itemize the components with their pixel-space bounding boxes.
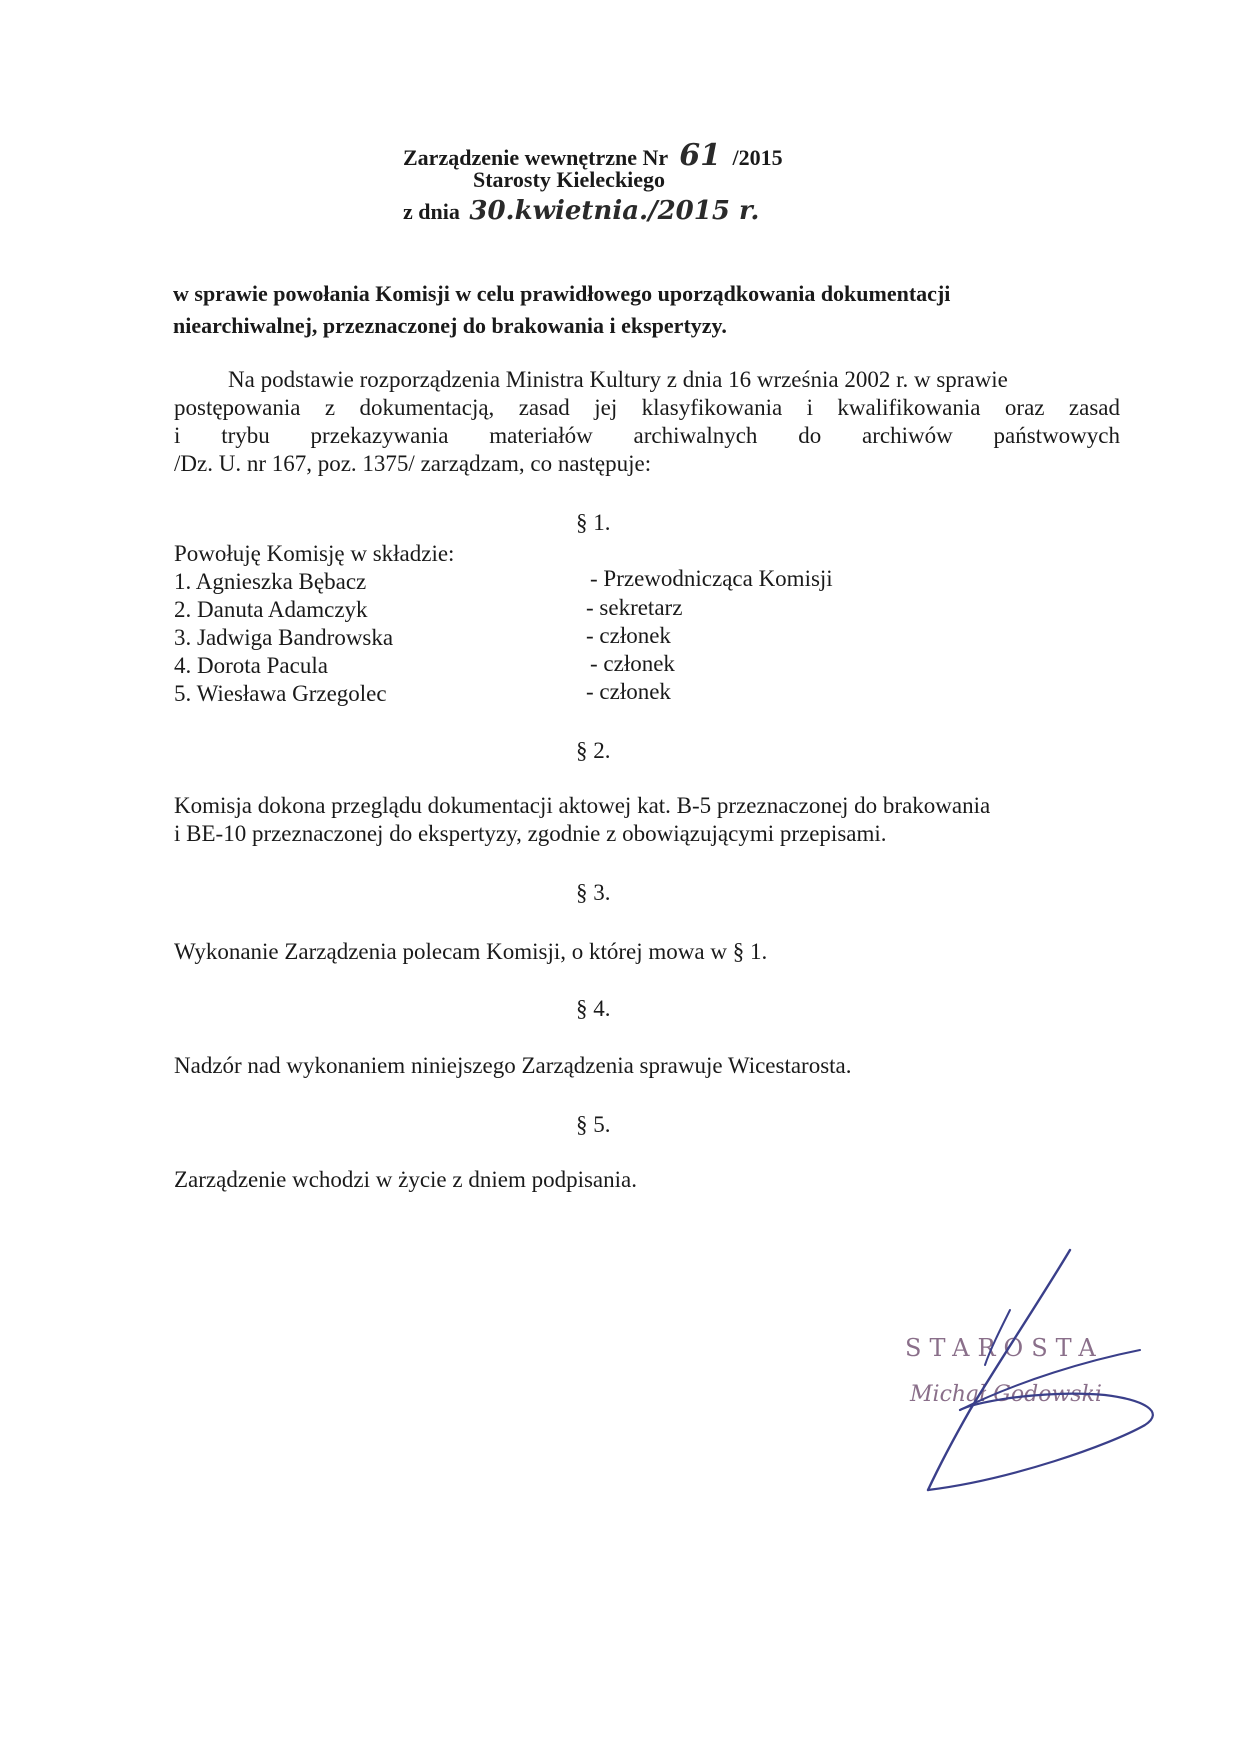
header-line-3 bbox=[403, 196, 759, 226]
section-4-heading: § 4. bbox=[576, 996, 611, 1021]
handwritten-date: 30.kwietnia./2015 r. bbox=[469, 196, 760, 226]
commission-intro: Powołuję Komisję w składzie: bbox=[174, 541, 455, 566]
subject-line-2: niearchiwalnej, przeznaczonej do brakowania i ekspertyzy. bbox=[173, 313, 727, 338]
section-3-heading: § 3. bbox=[576, 880, 611, 905]
handwritten-number: 61 bbox=[679, 138, 721, 173]
intro-line-1: Na podstawie rozporządzenia Ministra Kultury z dnia 16 września 2002 r. w sprawie bbox=[228, 367, 1008, 392]
member-role: - członek bbox=[590, 651, 675, 676]
member-role: - członek bbox=[586, 623, 671, 648]
stamp-title: STAROSTA bbox=[905, 1334, 1104, 1362]
member-role: - Przewodnicząca Komisji bbox=[590, 566, 833, 591]
intro-line-4: /Dz. U. nr 167, poz. 1375/ zarządzam, co następuje: bbox=[174, 451, 652, 476]
subject-line-1: w sprawie powołania Komisji w celu prawidłowego uporządkowania dokumentacji bbox=[173, 281, 951, 306]
section-3-text: Wykonanie Zarządzenia polecam Komisji, o której mowa w § 1. bbox=[174, 939, 768, 964]
section-1-heading: § 1. bbox=[576, 510, 611, 535]
intro-line-2: postępowania z dokumentacją, zasad jej klasyfikowania i kwalifikowania oraz zasad bbox=[174, 395, 1120, 420]
member-role: - członek bbox=[586, 679, 671, 704]
section-5-heading: § 5. bbox=[576, 1112, 611, 1137]
member-name: 3. Jadwiga Bandrowska bbox=[174, 625, 394, 650]
section-4-text: Nadzór nad wykonaniem niniejszego Zarządzenia sprawuje Wicestarosta. bbox=[174, 1053, 852, 1078]
section-5-text: Zarządzenie wchodzi w życie z dniem podpisania. bbox=[174, 1167, 637, 1192]
intro-line-3: i trybu przekazywania materiałów archiwalnych do archiwów państwowych bbox=[174, 423, 1120, 448]
signature-drawing bbox=[890, 1240, 1190, 1500]
section-2-heading: § 2. bbox=[576, 738, 611, 763]
member-name: 2. Danuta Adamczyk bbox=[174, 597, 368, 622]
stamp-name: Michał Godowski bbox=[910, 1382, 1102, 1407]
member-name: 4. Dorota Pacula bbox=[174, 653, 328, 678]
header-line-2: Starosty Kieleckiego bbox=[473, 167, 666, 192]
header-title: Zarządzenie wewnętrzne Nr bbox=[403, 145, 668, 170]
section-2-line-2: i BE-10 przeznaczonej do ekspertyzy, zgodnie z obowiązującymi przepisami. bbox=[174, 821, 887, 846]
date-prefix: z dnia bbox=[403, 199, 460, 224]
header-year: /2015 bbox=[732, 145, 783, 170]
member-name: 5. Wiesława Grzegolec bbox=[174, 681, 387, 706]
member-name: 1. Agnieszka Bębacz bbox=[174, 569, 367, 594]
section-2-line-1: Komisja dokona przeglądu dokumentacji aktowej kat. B-5 przeznaczonej do brakowania bbox=[174, 793, 991, 818]
member-role: - sekretarz bbox=[586, 595, 683, 620]
